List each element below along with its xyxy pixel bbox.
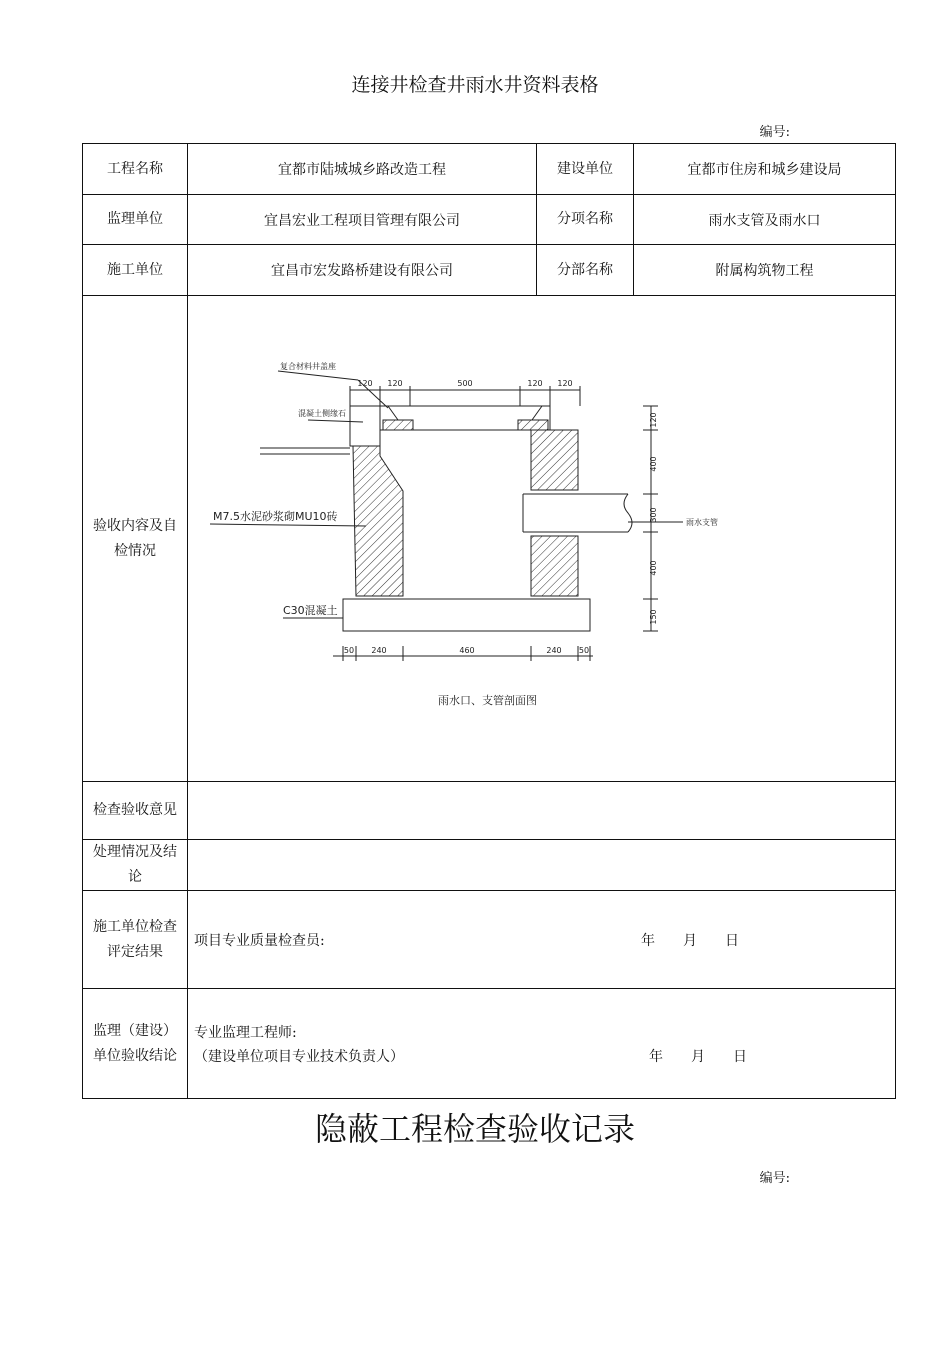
- date-month: 月: [691, 1048, 705, 1065]
- supervision-date: [649, 1046, 747, 1066]
- dim-top-2: 500: [457, 379, 473, 388]
- opinion-field[interactable]: [188, 782, 896, 840]
- dim-side-3: 400: [649, 560, 658, 576]
- drawing-cell: [188, 296, 896, 782]
- dim-top-3: 120: [527, 379, 543, 388]
- inspection-form-table: [82, 143, 896, 1099]
- date-day: 日: [733, 1048, 747, 1065]
- sub-item-value: 雨水支管及雨水口: [634, 195, 896, 245]
- dim-side-0: 120: [649, 412, 658, 428]
- construction-date: [641, 930, 739, 950]
- handling-label: 处理情况及结论: [83, 840, 188, 891]
- division-value: 附属构筑物工程: [634, 245, 896, 296]
- form-row-construction-result: [83, 891, 896, 989]
- dim-bottom-2: 460: [459, 646, 475, 655]
- dim-top-0: 120: [357, 379, 373, 388]
- left-masonry-wall: [353, 446, 403, 596]
- form-row-contractor: [83, 245, 896, 296]
- label-base: C30混凝土: [283, 604, 338, 617]
- label-curb: 混凝土侧缘石: [298, 409, 346, 418]
- supervision-engineer-label: 专业监理工程师:: [194, 1024, 297, 1041]
- concrete-base: [343, 599, 590, 631]
- right-upper-wall: [531, 430, 578, 490]
- dim-bottom-1: 240: [371, 646, 387, 655]
- dim-bottom-3: 240: [546, 646, 562, 655]
- division-label: 分部名称: [537, 245, 634, 296]
- dim-side-2: 300: [649, 507, 658, 523]
- label-cover: 复合材料井盖座: [280, 362, 336, 371]
- label-wall: M7.5水泥砂浆砌MU10砖: [213, 510, 338, 523]
- date-year: 年: [649, 1048, 663, 1065]
- form-row-opinion: [83, 782, 896, 840]
- form-row-supervision: [83, 195, 896, 245]
- drawing-caption: 雨水口、支管剖面图: [438, 694, 537, 707]
- section-title-hidden-works: 隐蔽工程检查验收记录: [314, 1110, 635, 1148]
- label-pipe: 雨水支管: [686, 518, 718, 527]
- owner-tech-lead-label: （建设单位项目专业技术负责人）: [194, 1048, 404, 1065]
- form-row-supervision-result: [83, 989, 896, 1099]
- dim-top-1: 120: [387, 379, 403, 388]
- dim-side-4: 150: [649, 609, 658, 625]
- dim-side-1: 400: [649, 456, 658, 472]
- project-name-label: 工程名称: [83, 144, 188, 195]
- rainwater-inlet-section-drawing: [188, 296, 894, 781]
- document-title: 连接井检查井雨水井资料表格: [351, 74, 599, 96]
- supervisor-value: 宜昌宏业工程项目管理有限公司: [188, 195, 537, 245]
- content-label: 验收内容及自检情况: [83, 296, 188, 782]
- quality-inspector-label: 项目专业质量检查员:: [194, 932, 325, 949]
- form-row-project: [83, 144, 896, 195]
- handling-field[interactable]: [188, 840, 896, 891]
- dim-bottom-0: 50: [343, 646, 355, 655]
- supervisor-label: 监理单位: [83, 195, 188, 245]
- right-lower-wall: [531, 536, 578, 596]
- owner-label: 建设单位: [537, 144, 634, 195]
- date-year: 年: [641, 932, 655, 949]
- construction-result-cell: [188, 891, 896, 989]
- supervision-result-cell: [188, 989, 896, 1099]
- construction-result-label: 施工单位检查评定结果: [83, 891, 188, 989]
- sub-item-label: 分项名称: [537, 195, 634, 245]
- owner-value: 宜都市住房和城乡建设局: [634, 144, 896, 195]
- date-month: 月: [683, 932, 697, 949]
- supervision-result-label: 监理（建设）单位验收结论: [83, 989, 188, 1099]
- form-row-handling: [83, 840, 896, 891]
- document-number-label: 编号:: [759, 125, 790, 140]
- contractor-label: 施工单位: [83, 245, 188, 296]
- opinion-label: 检查验收意见: [83, 782, 188, 840]
- dim-top-4: 120: [557, 379, 573, 388]
- form-row-content: [83, 296, 896, 782]
- dim-bottom-4: 50: [578, 646, 590, 655]
- contractor-value: 宜昌市宏发路桥建设有限公司: [188, 245, 537, 296]
- project-name-value: 宜都市陆城城乡路改造工程: [188, 144, 537, 195]
- section2-document-number-label: 编号:: [759, 1171, 790, 1186]
- curb-stone-shape: [350, 406, 380, 446]
- date-day: 日: [725, 932, 739, 949]
